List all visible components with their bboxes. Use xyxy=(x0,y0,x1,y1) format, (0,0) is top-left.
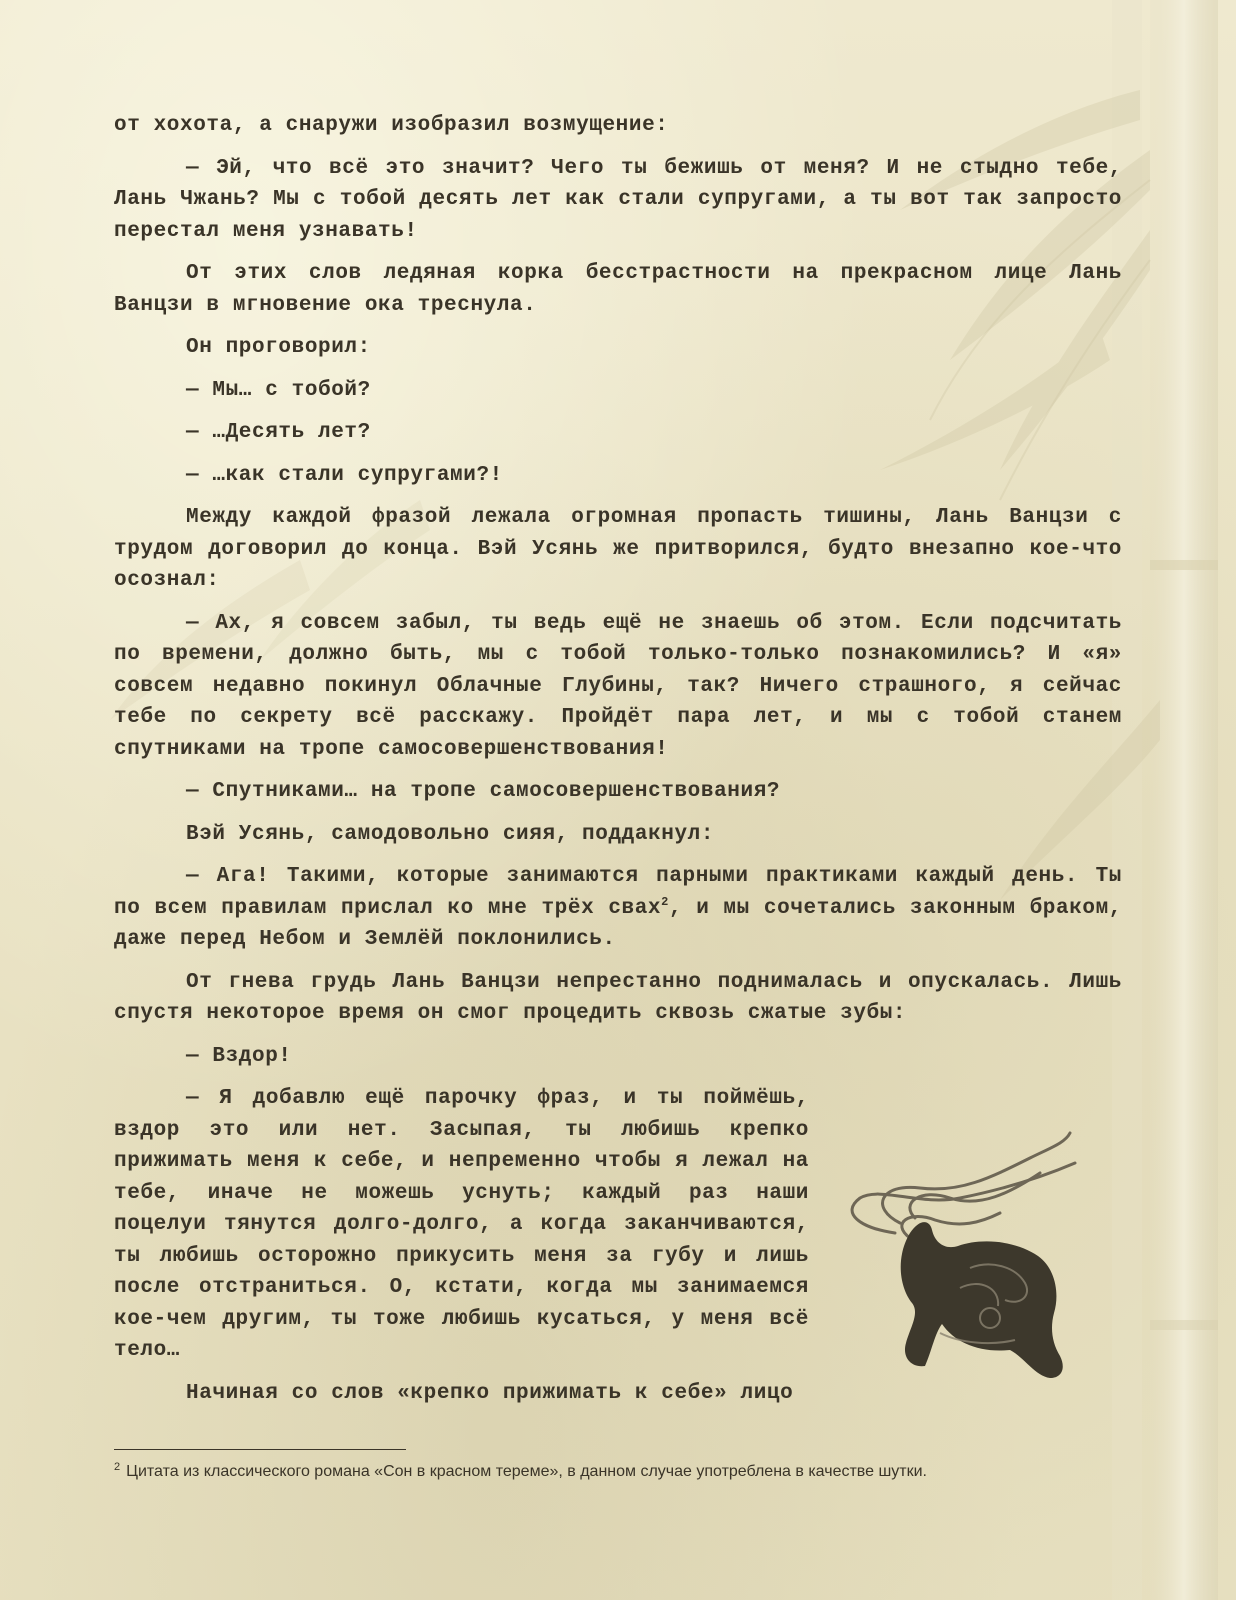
paragraph: Начиная со слов «крепко прижимать к себе» лицо xyxy=(186,1381,794,1405)
paragraph: — Вздор! xyxy=(186,1044,292,1068)
footnote xyxy=(114,1460,1124,1484)
paragraph: От этих слов ледяная корка бесстрастности на прекрасном лице Лань Ванцзи в мгновение ока треснула. xyxy=(114,262,1122,317)
paragraph-part: — Ага! Такими, которые занимаются парными практиками каждый день. Ты по всем правилам прислал ко мне трёх свах xyxy=(114,865,1122,920)
paragraph: От гнева грудь Лань Ванцзи непрестанно поднималась и опускалась. Лишь спустя некоторое время он смог процедить сквозь сжатые зубы: xyxy=(114,970,1122,1025)
footnote-text: Цитата из классического романа «Сон в красном тереме», в данном случае употреблена в качестве шутки. xyxy=(126,1463,927,1480)
paragraph: от хохота, а снаружи изобразил возмущение: xyxy=(114,114,669,137)
paragraph: Вэй Усянь, самодовольно сияя, поддакнул: xyxy=(186,822,715,846)
paragraph: — …как стали супругами?! xyxy=(186,463,503,487)
paragraph: — Эй, что всё это значит? Чего ты бежишь от меня? И не стыдно тебе, Лань Чжань? Мы с тобой десять лет как стали супругами, а ты вот так запросто перестал меня узнавать! xyxy=(114,156,1122,243)
footnote-number: 2 xyxy=(114,1460,121,1473)
paragraph: — Ах, я совсем забыл, ты ведь ещё не знаешь об этом. Если подсчитать по времени, должно быть, мы с тобой только-только познакомились? И «я» совсем недавно покинул Облачные Глубины, так? Ничего страшного, я сейчас тебе по секрету всё расскажу. Пройдёт пара лет, и мы с тобой станем спутниками на тропе самосовершенствования! xyxy=(114,611,1122,761)
paragraph-part: , и мы сочетались законным браком, даже перед Небом и Землёй поклонились. xyxy=(114,896,1122,951)
paragraph: Он проговорил: xyxy=(186,336,371,359)
paragraph: — …Десять лет? xyxy=(186,421,371,444)
paragraph: — Я добавлю ещё парочку фраз, и ты поймёшь, вздор это или нет. Засыпая, ты любишь крепко прижимать меня к себе, и непременно чтобы я лежал на тебе, иначе не можешь уснуть; каждый раз наши поцелуи тянутся долго-долго, а когда заканчиваются, ты любишь осторожно прикусить меня за губу и лишь после отстраниться. О, кстати, когда мы занимаемся кое-чем другим, ты тоже любишь кусаться, у меня всё тело… xyxy=(114,1087,809,1362)
paragraph: — Спутниками… на тропе самосовершенствования? xyxy=(186,780,781,803)
footnote-reference[interactable]: 2 xyxy=(661,894,669,909)
paragraph: Между каждой фразой лежала огромная пропасть тишины, Лань Ванцзи с трудом договорил до конца. Вэй Усянь же притворился, будто внезапно кое-что осознал: xyxy=(114,506,1122,592)
paragraph-with-footnote xyxy=(114,861,1122,956)
footnote-separator xyxy=(114,1449,406,1450)
paragraph: — Мы… с тобой? xyxy=(186,378,371,402)
incense-elephant-emblem-icon xyxy=(840,1128,1090,1398)
